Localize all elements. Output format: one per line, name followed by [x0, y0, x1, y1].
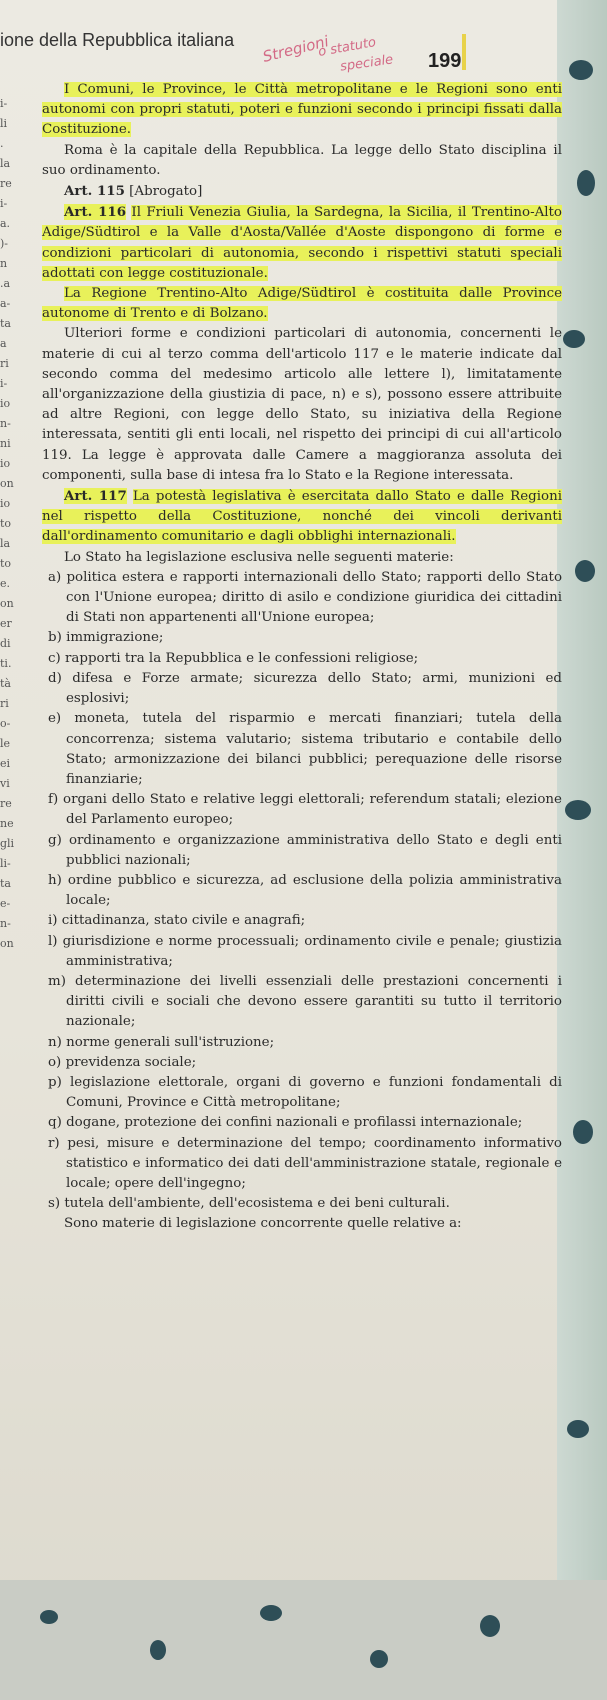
list-item [42, 1033, 562, 1053]
list-text: organi dello Stato e relative leggi elettorali; referendum statali; elezione del Parlamento europeo; [63, 792, 562, 828]
margin-fragment: n- [0, 917, 11, 930]
handwritten-note-1: Stregioni [260, 32, 331, 66]
decor-blob [569, 60, 593, 80]
margin-fragment: ta [0, 877, 11, 890]
list-letter: o) [48, 1054, 62, 1070]
decor-blob [563, 330, 585, 348]
article-number: Art. 116 [64, 204, 127, 221]
list-letter: s) [48, 1196, 61, 1212]
margin-fragment: li [0, 117, 8, 130]
margin-fragment: e- [0, 897, 11, 910]
decor-blob [40, 1610, 58, 1624]
list-text: giurisdizione e norme processuali; ordinamento civile e penale; giustizia amministrativa; [62, 933, 562, 969]
list-letter: b) [48, 630, 62, 646]
decor-blob [480, 1615, 500, 1637]
margin-fragment: on [0, 937, 14, 950]
margin-fragment: ta [0, 317, 11, 330]
paragraph [42, 284, 562, 324]
margin-fragment: vi [0, 777, 10, 790]
list-item [42, 790, 562, 830]
article-text [42, 80, 562, 1235]
list-item [42, 831, 562, 871]
paragraph-text: La potestà legislativa è esercitata dallo Stato e dalle Regioni nel rispetto della Costituzione, nonché dei vincoli derivanti dall'ordinamento comunitario e dagli obblighi internazionali. [42, 489, 562, 545]
margin-fragment: i- [0, 97, 8, 110]
list-text: ordinamento e organizzazione amministrativa dello Stato e degli enti pubblici nazionali; [66, 832, 562, 868]
list-text: politica estera e rapporti internazionali dello Stato; rapporti dello Stato con l'Unione europea; diritto di asilo e condizione giuridica dei cittadini di Stati non appartenenti all'Unione europea; [66, 569, 563, 626]
list-letter: l) [48, 933, 58, 949]
list-item [42, 649, 562, 669]
list-letter: i) [48, 913, 58, 929]
list-text: ordine pubblico e sicurezza, ad esclusione della polizia amministrativa locale; [66, 872, 562, 909]
list-letter: e) [48, 711, 62, 727]
margin-fragment: i- [0, 197, 8, 210]
paragraph-text: I Comuni, le Province, le Città metropolitane e le Regioni sono enti autonomi con propri statuti, poteri e funzioni secondo i principi fissati dalla Costituzione. [42, 82, 562, 138]
handwritten-note-2: o statuto [317, 35, 378, 60]
list-item [42, 628, 562, 648]
list-letter: n) [48, 1034, 62, 1050]
page-edge-shadow [557, 0, 607, 1700]
margin-fragment: to [0, 517, 12, 530]
list-item [42, 911, 562, 931]
margin-fragment: to [0, 557, 12, 570]
paragraph-text: La Regione Trentino-Alto Adige/Südtirol è costituita dalle Province autonome di Trento e di Bolzano. [42, 286, 562, 322]
margin-fragment: e. [0, 577, 11, 590]
list-letter: f) [48, 792, 59, 808]
paragraph [42, 202, 562, 284]
margin-fragment: a- [0, 297, 11, 310]
list-item [42, 1134, 562, 1195]
paragraph-text: Roma è la capitale della Repubblica. La legge dello Stato disciplina il suo ordinamento. [42, 142, 562, 178]
decor-blob [370, 1650, 388, 1668]
list-letter: q) [48, 1115, 62, 1131]
margin-fragment: o- [0, 717, 11, 730]
paragraph-text: Lo Stato ha legislazione esclusiva nelle seguenti materie: [64, 549, 454, 565]
margin-fragment: tà [0, 677, 11, 690]
list-text: cittadinanza, stato civile e anagrafi; [61, 913, 306, 929]
margin-fragment: . [0, 137, 4, 150]
paragraph [42, 80, 562, 141]
paragraph [42, 141, 562, 181]
decor-blob [577, 170, 595, 196]
margin-fragment: io [0, 397, 11, 410]
running-header: ione della Repubblica italiana [0, 30, 235, 50]
facing-page-margin [0, 94, 22, 954]
margin-fragment: .a [0, 277, 11, 290]
list-text: norme generali sull'istruzione; [66, 1034, 275, 1050]
decor-blob [150, 1640, 166, 1660]
margin-fragment: re [0, 177, 12, 190]
list-text: pesi, misure e determinazione del tempo; coordinamento informativo statistico e informatico dei dati dell'amministrazione statale, regionale e locale; opere dell'ingegno; [66, 1135, 562, 1191]
margin-fragment: le [0, 737, 11, 750]
margin-fragment: n- [0, 417, 11, 430]
article-number: Art. 117 [64, 488, 127, 505]
paragraph-text: Ulteriori forme e condizioni particolari di autonomia, concernenti le materie di cui al terzo comma dell'articolo 117 e le materie indicate dal secondo comma del medesimo articolo alle lettere l), limitatamente all'organizzazione della giustizia di pace, n) e s), possono essere attribuite ad altre Regioni, con legge dello Stato, su iniziativa della Regione interessata, sentiti gli enti locali, nel rispetto dei principi di cui all'articolo 119. La legge è approvata dalle Camere a maggioranza assoluta dei componenti, sulla base di intesa fra lo Stato e la Regione interessata. [42, 326, 562, 483]
list-text: legislazione elettorale, organi di governo e funzioni fondamentali di Comuni, Province e Città metropolitane; [66, 1074, 563, 1111]
paragraph-text: [Abrogato] [129, 184, 203, 200]
margin-fragment: )- [0, 237, 9, 250]
margin-fragment: ri [0, 357, 9, 370]
list-letter: d) [48, 670, 62, 686]
article-number: Art. 115 [64, 183, 125, 200]
list-item [42, 1113, 562, 1133]
list-text: immigrazione; [66, 630, 164, 646]
margin-fragment: ne [0, 817, 14, 830]
margin-fragment: la [0, 157, 11, 170]
decor-blob [260, 1605, 282, 1621]
list-text: rapporti tra la Repubblica e le confessioni religiose; [65, 650, 419, 666]
paragraph [42, 181, 562, 202]
paragraph [42, 324, 562, 486]
decor-blob [565, 800, 591, 820]
margin-fragment: er [0, 617, 12, 630]
list-letter: c) [48, 650, 61, 666]
list-item [42, 568, 562, 629]
margin-fragment: a [0, 337, 7, 350]
page-number: 199 [428, 50, 462, 72]
margin-fragment: re [0, 797, 12, 810]
margin-fragment: gli [0, 837, 15, 850]
list-item [42, 669, 562, 709]
handwritten-note-3: speciale [339, 52, 395, 75]
list-item [42, 871, 562, 911]
margin-fragment: io [0, 497, 11, 510]
margin-fragment: li- [0, 857, 11, 870]
margin-fragment: di [0, 637, 11, 650]
list-letter: h) [48, 872, 62, 888]
decor-blob [567, 1420, 589, 1438]
list-item [42, 1073, 562, 1113]
margin-fragment: i- [0, 377, 8, 390]
list-item [42, 932, 562, 972]
paragraph [42, 486, 562, 548]
bottom-fabric [0, 1580, 607, 1700]
margin-fragment: ni [0, 437, 11, 450]
list-letter: g) [48, 832, 62, 848]
margin-fragment: ri [0, 697, 9, 710]
margin-fragment: a. [0, 217, 11, 230]
decor-blob [573, 1120, 593, 1144]
list-text: dogane, protezione dei confini nazionali e profilassi internazionale; [66, 1115, 523, 1131]
list-letter: a) [48, 569, 62, 585]
margin-fragment: on [0, 597, 14, 610]
list-text: previdenza sociale; [65, 1054, 197, 1070]
margin-fragment: ti. [0, 657, 12, 670]
list-item [42, 1053, 562, 1073]
margin-fragment: la [0, 537, 11, 550]
list-text: difesa e Forze armate; sicurezza dello Stato; armi, munizioni ed esplosivi; [66, 670, 562, 707]
list-letter: r) [48, 1135, 60, 1151]
list-item [42, 709, 562, 790]
paragraph [42, 548, 562, 568]
list-text: determinazione dei livelli essenziali delle prestazioni concernenti i diritti civili e sociali che devono essere garantiti su tutto il territorio nazionale; [66, 973, 562, 1030]
list-text: moneta, tutela del risparmio e mercati finanziari; tutela della concorrenza; sistema valutario; sistema tributario e contabile dello Stato; armonizzazione dei bilanci pubblici; perequazione delle risorse finanziarie; [66, 711, 562, 787]
list-letter: m) [48, 973, 66, 989]
decor-blob [575, 560, 595, 582]
list-letter: p) [48, 1074, 62, 1090]
list-item [42, 972, 562, 1033]
margin-fragment: ei [0, 757, 11, 770]
paragraph-text: Il Friuli Venezia Giulia, la Sardegna, la Sicilia, il Trentino-Alto Adige/Südtirol e la Valle d'Aosta/Vallée d'Aoste dispongono di forme e condizioni particolari di autonomia, secondo i rispettivi statuti speciali adottati con legge costituzionale. [42, 205, 562, 281]
list-text: tutela dell'ambiente, dell'ecosistema e dei beni culturali. [64, 1196, 450, 1212]
page-number-bar [462, 34, 466, 70]
margin-fragment: n [0, 257, 8, 270]
margin-fragment: on [0, 477, 14, 490]
list-item [42, 1194, 562, 1214]
closing-line: Sono materie di legislazione concorrente quelle relative a: [64, 1216, 462, 1232]
margin-fragment: io [0, 457, 11, 470]
